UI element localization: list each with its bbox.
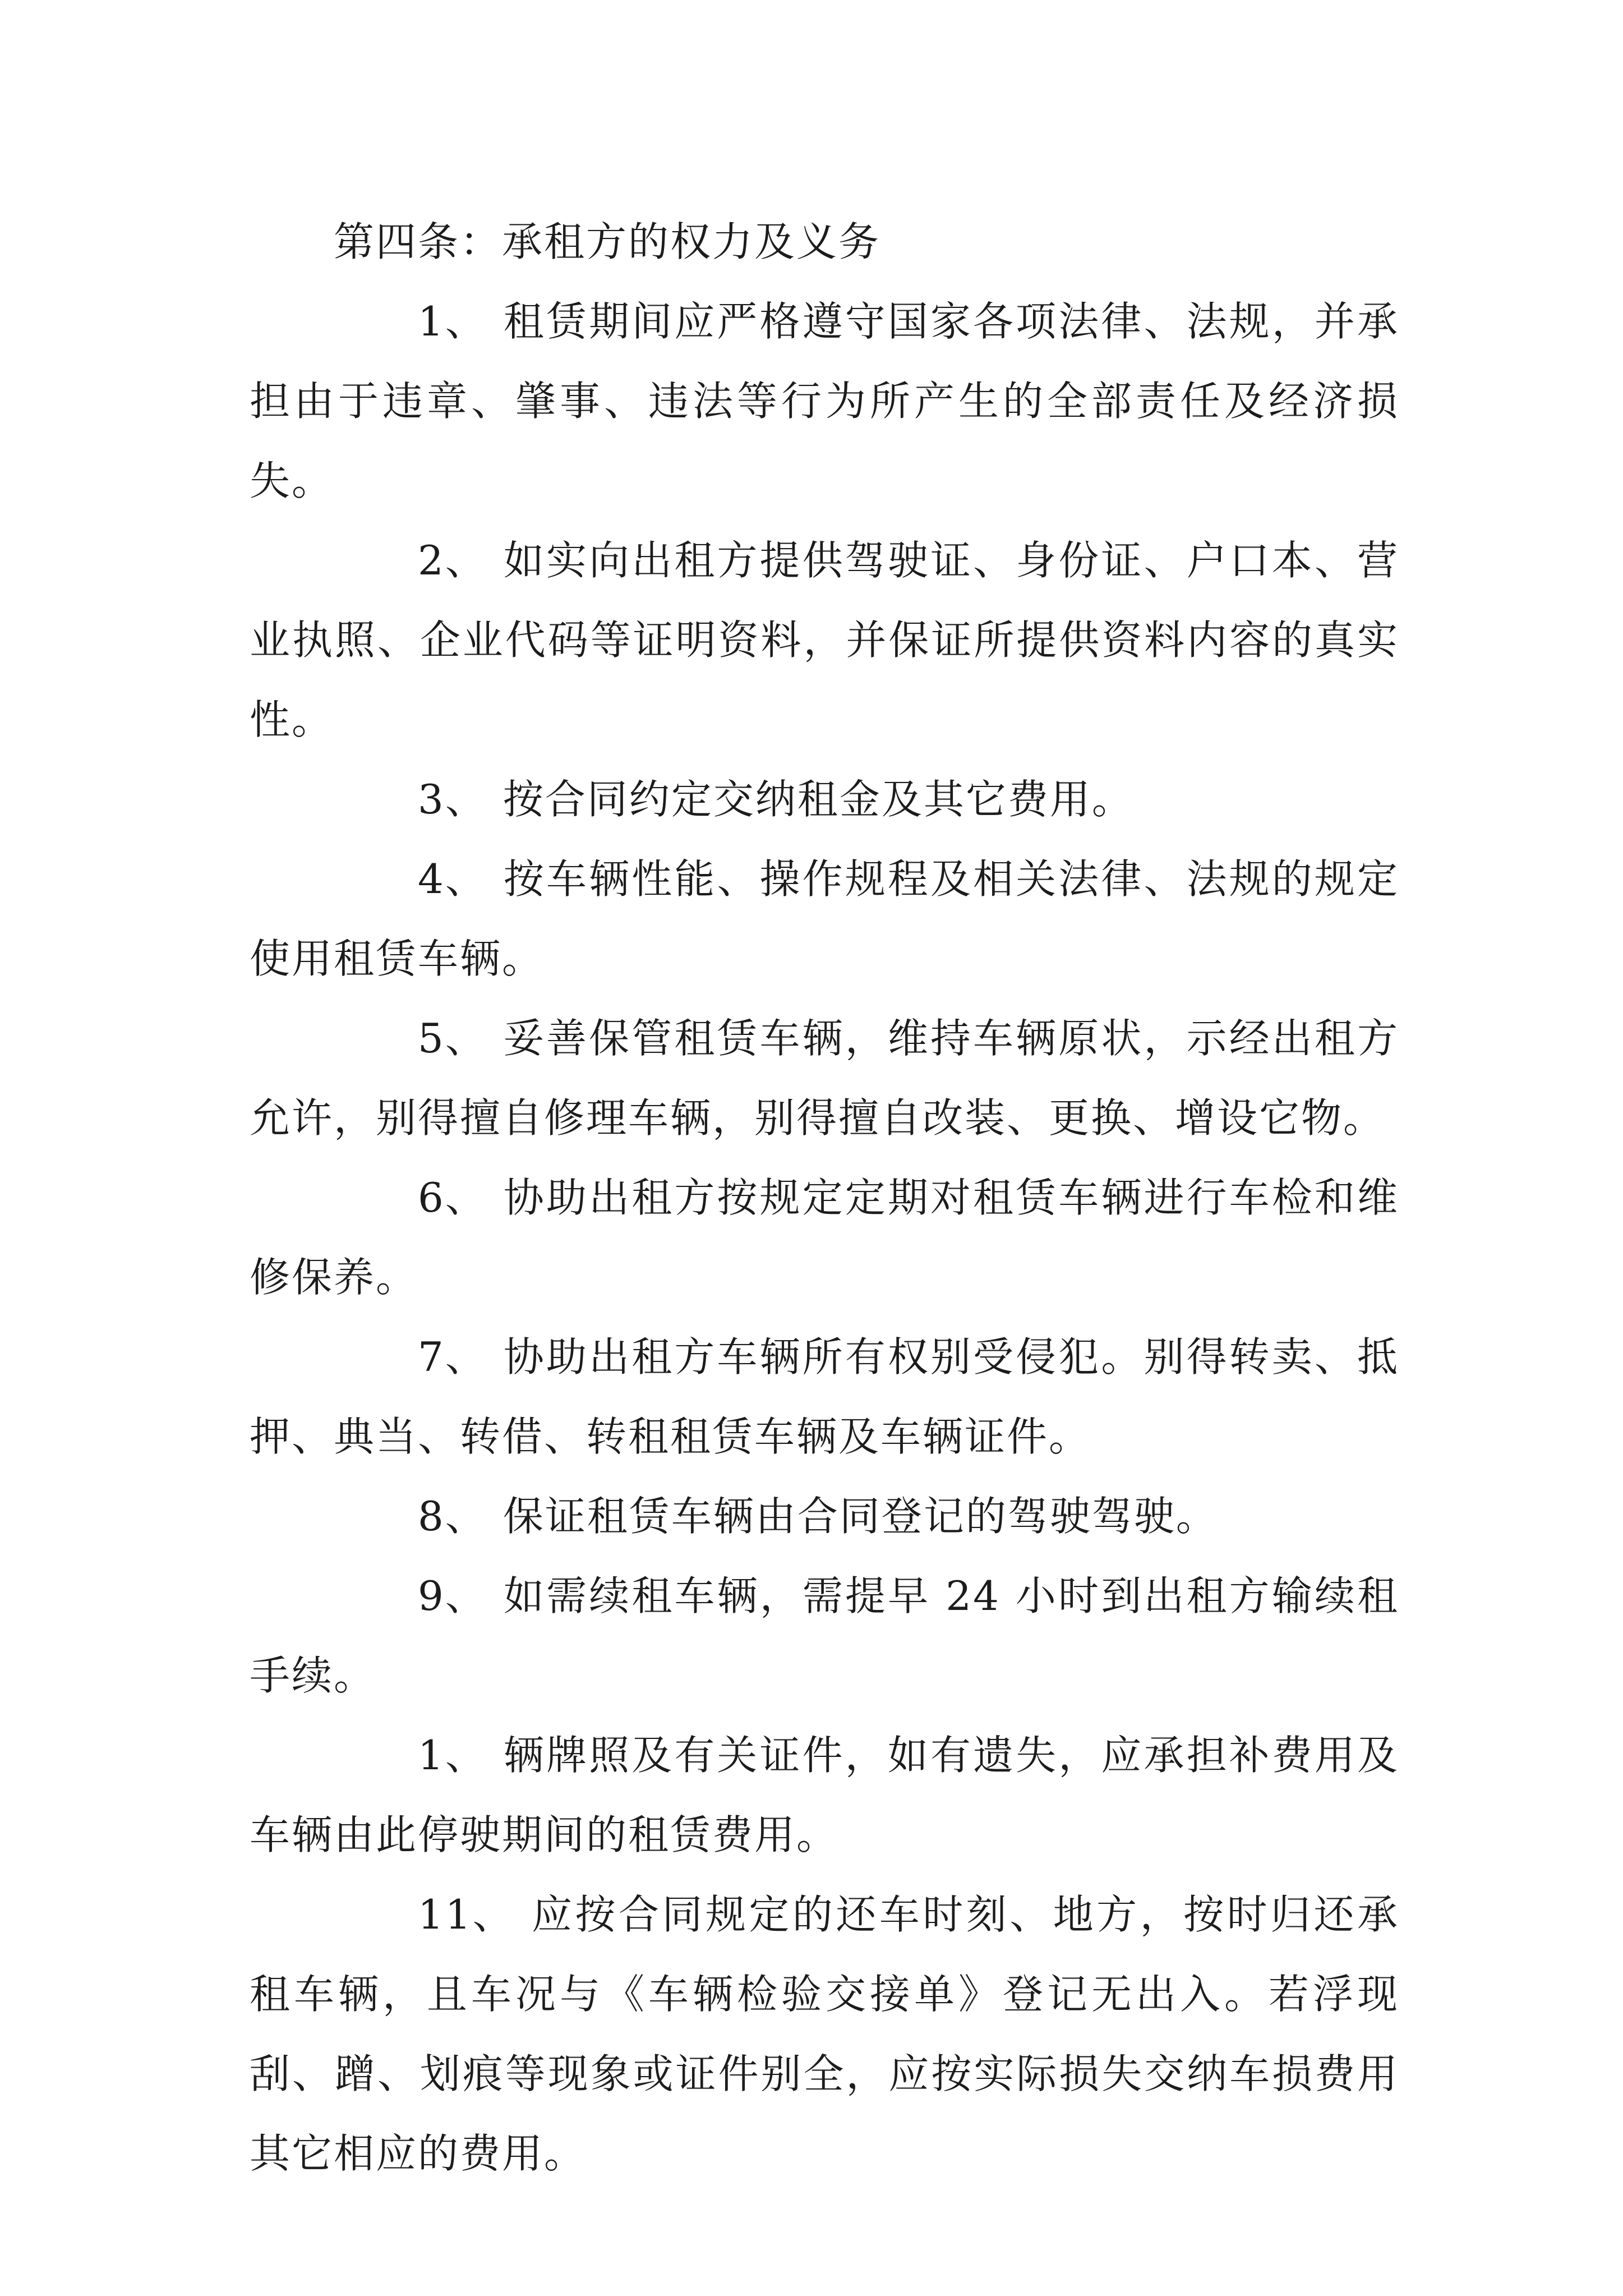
- item-number: 11、: [418, 1891, 515, 1938]
- list-item: [250, 760, 1399, 839]
- item-text: 应按合同规定的还车时刻、地方，按时归还承租车辆，且车况与《车辆检验交接单》登记无出入。若浮现刮、蹭、划痕等现象或证件别全，应按实际损失交纳车损费用其它相应的费用。: [250, 1891, 1399, 2177]
- item-text: 按合同约定交纳租金及其它费用。: [502, 776, 1134, 823]
- item-text: 协助出租方按规定定期对租赁车辆进行车检和维修保养。: [250, 1174, 1399, 1301]
- item-number: 1、: [418, 298, 487, 345]
- item-number: 8、: [418, 1493, 487, 1540]
- list-item: [250, 1476, 1399, 1556]
- list-item: [250, 1715, 1399, 1875]
- item-text: 辆牌照及有关证件，如有遗失，应承担补费用及车辆由此停驶期间的租赁费用。: [250, 1732, 1399, 1858]
- item-text: 妥善保管租赁车辆，维持车辆原状，示经出租方允许，别得擅自修理车辆，别得擅自改装、更换、增设它物。: [250, 1015, 1399, 1142]
- item-number: 1、: [418, 1732, 487, 1779]
- item-number: 4、: [418, 855, 487, 903]
- item-text: 如需续租车辆，需提早 24 小时到出租方输续租手续。: [250, 1572, 1399, 1699]
- document-body: [250, 202, 1399, 2193]
- item-text: 协助出租方车辆所有权别受侵犯。别得转卖、抵押、典当、转借、转租租赁车辆及车辆证件。: [250, 1333, 1399, 1460]
- item-number: 9、: [418, 1572, 487, 1619]
- item-number: 3、: [418, 776, 487, 823]
- list-item: [250, 521, 1399, 760]
- section-heading: 第四条：承租方的权力及义务: [334, 218, 881, 265]
- list-item: [250, 1158, 1399, 1317]
- list-item: [250, 1317, 1399, 1476]
- item-number: 2、: [418, 537, 487, 584]
- list-item: [250, 1875, 1399, 2193]
- list-item: [250, 282, 1399, 521]
- item-text: 按车辆性能、操作规程及相关法律、法规的规定使用租赁车辆。: [250, 855, 1399, 982]
- item-number: 5、: [418, 1015, 487, 1062]
- item-number: 6、: [418, 1174, 487, 1221]
- item-text: 保证租赁车辆由合同登记的驾驶驾驶。: [502, 1493, 1218, 1540]
- item-text: 如实向出租方提供驾驶证、身份证、户口本、营业执照、企业代码等证明资料，并保证所提供资料内容的真实性。: [250, 537, 1399, 743]
- item-number: 7、: [418, 1333, 487, 1381]
- list-item: [250, 839, 1399, 999]
- list-item: [250, 999, 1399, 1158]
- list-item: [250, 1556, 1399, 1715]
- item-text: 租赁期间应严格遵守国家各项法律、法规，并承担由于违章、肇事、违法等行为所产生的全部责任及经济损失。: [250, 298, 1399, 504]
